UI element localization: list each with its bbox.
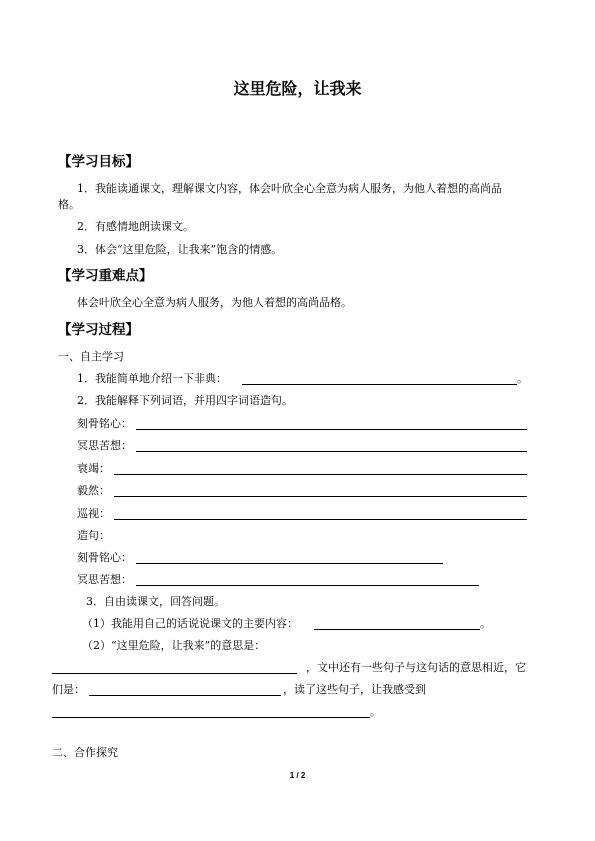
goal-item-1: 1．我能读通课文，理解课文内容，体会叶欣全心全意为病人服务，为他人着想的高尚品 — [77, 182, 502, 195]
answer-blank-word-5[interactable] — [114, 519, 527, 520]
sentence-label-2: 冥思苦想： — [77, 573, 132, 586]
key-points-text: 体会叶欣全心全意为病人服务，为他人着想的高尚品格。 — [77, 296, 352, 309]
answer-blank-q3a[interactable] — [314, 629, 480, 630]
word-label-2: 冥思苦想： — [77, 439, 132, 452]
page-number: 1 / 2 — [289, 771, 306, 780]
answer-blank-q3b-3[interactable] — [52, 717, 370, 718]
answer-blank-q3b-1[interactable] — [52, 673, 297, 674]
answer-blank-sentence-1[interactable] — [136, 563, 443, 564]
answer-blank-word-3[interactable] — [114, 474, 527, 475]
question-2-label: 2．我能解释下列词语，并用四字词语造句。 — [77, 394, 293, 407]
question-3b-end: 。 — [370, 705, 381, 718]
question-1-label: 1．我能简单地介绍一下非典： — [77, 372, 227, 385]
section-2-title: 二、合作探究 — [52, 746, 118, 759]
word-label-4: 毅然： — [77, 484, 110, 497]
goal-item-3: 3．体会“这里危险，让我来”饱含的情感。 — [77, 243, 283, 256]
word-label-5: 巡视： — [77, 507, 110, 520]
sentence-label-1: 刻骨铭心： — [77, 551, 132, 564]
answer-blank-word-4[interactable] — [114, 496, 527, 497]
goals-heading: 【学习目标】 — [58, 154, 139, 170]
answer-blank-q3b-2[interactable] — [89, 695, 281, 696]
answer-blank-word-2[interactable] — [136, 451, 527, 452]
zaoju-label: 造句： — [77, 529, 110, 542]
question-1-end: 。 — [517, 372, 528, 385]
question-3-label: 3．自由读课文，回答问题。 — [86, 595, 225, 608]
process-heading: 【学习过程】 — [58, 322, 139, 338]
goal-item-1-cont: 格。 — [58, 198, 80, 211]
question-3a-label: （1）我能用自己的话说说课文的主要内容： — [82, 617, 298, 630]
word-label-3: 衰竭： — [77, 462, 110, 475]
question-3b-line3-start: 们是： — [52, 683, 85, 696]
answer-blank-sentence-2[interactable] — [136, 585, 479, 586]
section-1-title: 一、自主学习 — [58, 350, 124, 363]
word-label-1: 刻骨铭心： — [77, 417, 132, 430]
question-3b-mid: ，文中还有一些句子与这句话的意思相近，它 — [306, 661, 526, 674]
goal-item-2: 2．有感情地朗读课文。 — [77, 220, 194, 233]
question-3b-line3-mid: ，读了这些句子，让我感受到 — [283, 683, 426, 696]
page-title: 这里危险，让我来 — [233, 79, 362, 98]
answer-blank-q1[interactable] — [242, 384, 517, 385]
question-3a-end: 。 — [480, 617, 491, 630]
key-points-heading: 【学习重难点】 — [58, 268, 153, 284]
answer-blank-word-1[interactable] — [136, 429, 527, 430]
question-3b-label: （2）“这里危险，让我来”的意思是： — [82, 639, 266, 652]
